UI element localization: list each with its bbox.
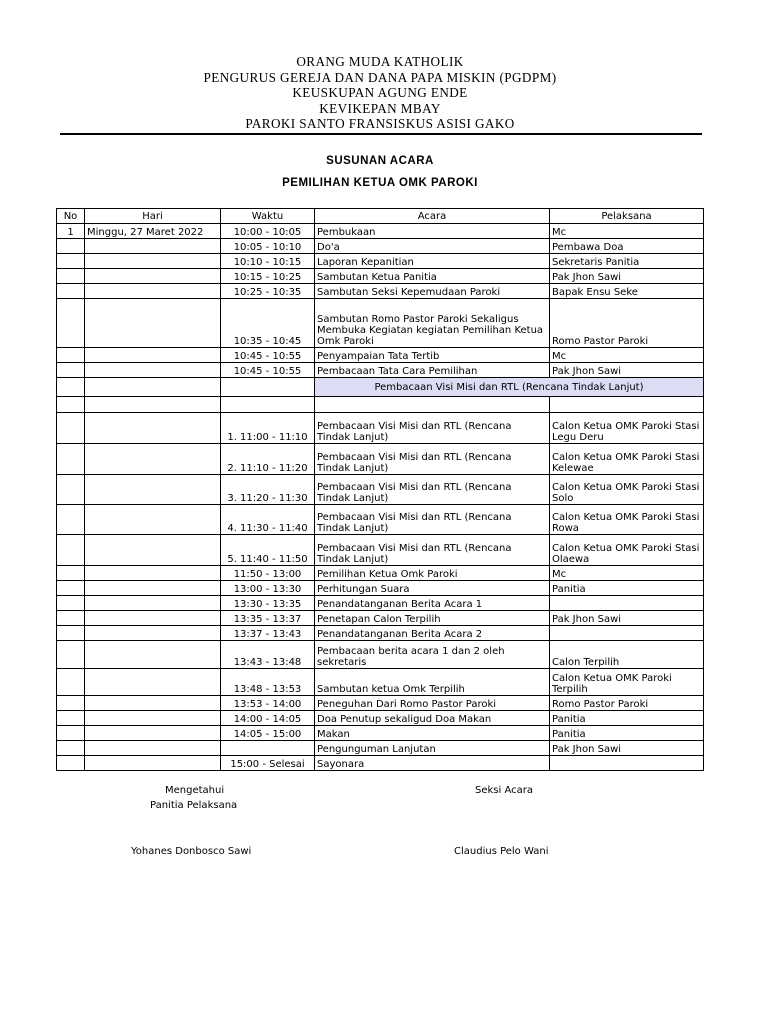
cell-acara: Penyampaian Tata Tertib [315,348,550,363]
table-row [57,726,704,741]
table-row-empty [57,397,704,413]
cell-pelaksana: Calon Ketua OMK Paroki Stasi Rowa [550,505,704,535]
cell-acara: Sambutan ketua Omk Terpilih [315,669,550,696]
table-row [57,348,704,363]
cell-waktu: 13:48 - 13:53 [221,669,315,696]
table-row [57,475,704,505]
cell-waktu: 11:50 - 13:00 [221,566,315,581]
cell-pelaksana [550,596,704,611]
cell-pelaksana: Bapak Ensu Seke [550,284,704,299]
cell-waktu: 13:30 - 13:35 [221,596,315,611]
cell-acara: Peneguhan Dari Romo Pastor Paroki [315,696,550,711]
cell-waktu: 10:35 - 10:45 [221,299,315,348]
sig-name-left: Yohanes Donbosco Sawi [131,846,252,857]
table-row [57,669,704,696]
cell-acara: Do'a [315,239,550,254]
cell-acara: Pembacaan Tata Cara Pemilihan [315,363,550,378]
table-row [57,581,704,596]
cell-acara: Pembacaan Visi Misi dan RTL (Rencana Tindak Lanjut) [315,413,550,444]
cell-acara: Penandatanganan Berita Acara 2 [315,626,550,641]
cell-waktu: 10:00 - 10:05 [221,224,315,239]
cell-waktu: 4. 11:30 - 11:40 [221,505,315,535]
table-row [57,505,704,535]
cell-acara: Sambutan Romo Pastor Paroki Sekaligus Membuka Kegiatan kegiatan Pemilihan Ketua Omk Paroki [315,299,550,348]
cell-pelaksana: Calon Ketua OMK Paroki Stasi Legu Deru [550,413,704,444]
table-row [57,566,704,581]
cell-acara: Pemilihan Ketua Omk Paroki [315,566,550,581]
cell-pelaksana: Sekretaris Panitia [550,254,704,269]
table-row [57,224,704,239]
cell-acara: Makan [315,726,550,741]
table-row [57,641,704,669]
section-band-visi-misi: Pembacaan Visi Misi dan RTL (Rencana Tindak Lanjut) [315,378,704,397]
cell-pelaksana: Romo Pastor Paroki [550,299,704,348]
cell-waktu: 10:15 - 10:25 [221,269,315,284]
header-line-1: ORANG MUDA KATHOLIK [296,54,464,69]
table-row [57,254,704,269]
cell-pelaksana: Pak Jhon Sawi [550,741,704,756]
cell-pelaksana: Mc [550,566,704,581]
header-pelaksana: Pelaksana [550,209,704,224]
cell-acara: Sambutan Seksi Kepemudaan Paroki [315,284,550,299]
header-hari: Hari [85,209,221,224]
cell-pelaksana: Romo Pastor Paroki [550,696,704,711]
cell-no: 1 [57,224,85,239]
cell-acara: Pembacaan Visi Misi dan RTL (Rencana Tindak Lanjut) [315,535,550,566]
cell-waktu [221,741,315,756]
table-row [57,711,704,726]
cell-pelaksana: Panitia [550,726,704,741]
header-divider [60,133,702,135]
title-pemilihan: PEMILIHAN KETUA OMK PAROKI [282,177,478,189]
cell-waktu: 2. 11:10 - 11:20 [221,444,315,475]
cell-waktu: 15:00 - Selesai [221,756,315,771]
cell-pelaksana: Calon Ketua OMK Paroki Terpilih [550,669,704,696]
header-no: No [57,209,85,224]
cell-waktu: 14:05 - 15:00 [221,726,315,741]
cell-pelaksana: Mc [550,224,704,239]
cell-pelaksana: Pak Jhon Sawi [550,363,704,378]
cell-pelaksana: Calon Ketua OMK Paroki Stasi Solo [550,475,704,505]
table-row [57,299,704,348]
sig-panitia-pelaksana: Panitia Pelaksana [150,800,238,811]
cell-waktu: 14:00 - 14:05 [221,711,315,726]
cell-acara: Pembacaan berita acara 1 dan 2 oleh sekretaris [315,641,550,669]
cell-waktu: 10:10 - 10:15 [221,254,315,269]
table-row [57,269,704,284]
table-row [57,535,704,566]
cell-waktu: 13:00 - 13:30 [221,581,315,596]
header-line-4: KEVIKEPAN MBAY [319,100,441,116]
cell-acara: Perhitungan Suara [315,581,550,596]
table-row [57,284,704,299]
cell-pelaksana: Pembawa Doa [550,239,704,254]
cell-acara: Pembacaan Visi Misi dan RTL (Rencana Tindak Lanjut) [315,475,550,505]
cell-acara: Penandatanganan Berita Acara 1 [315,596,550,611]
table-row [57,596,704,611]
cell-waktu: 13:53 - 14:00 [221,696,315,711]
cell-acara: Sambutan Ketua Panitia [315,269,550,284]
cell-acara: Laporan Kepanitian [315,254,550,269]
table-row [57,626,704,641]
cell-pelaksana [550,626,704,641]
cell-acara: Pembacaan Visi Misi dan RTL (Rencana Tindak Lanjut) [315,505,550,535]
sig-seksi-acara: Seksi Acara [475,785,533,796]
table-row [57,413,704,444]
sig-name-right: Claudius Pelo Wani [454,846,549,857]
table-row [57,363,704,378]
letterhead [60,54,700,132]
cell-waktu: 3. 11:20 - 11:30 [221,475,315,505]
cell-waktu: 1. 11:00 - 11:10 [221,413,315,444]
header-line-3: KEUSKUPAN AGUNG ENDE [292,85,468,100]
cell-pelaksana: Mc [550,348,704,363]
header-line-5: PAROKI SANTO FRANSISKUS ASISI GAKO [245,116,515,131]
cell-pelaksana: Calon Terpilih [550,641,704,669]
cell-waktu: 13:37 - 13:43 [221,626,315,641]
cell-acara: Pengunguman Lanjutan [315,741,550,756]
cell-pelaksana: Calon Ketua OMK Paroki Stasi Olaewa [550,535,704,566]
cell-acara: Pembukaan [315,224,550,239]
cell-acara: Doa Penutup sekaligud Doa Makan [315,711,550,726]
cell-pelaksana: Calon Ketua OMK Paroki Stasi Kelewae [550,444,704,475]
schedule-table [56,208,704,771]
cell-pelaksana: Panitia [550,711,704,726]
cell-pelaksana: Panitia [550,581,704,596]
table-row [57,444,704,475]
cell-waktu: 10:45 - 10:55 [221,363,315,378]
cell-pelaksana: Pak Jhon Sawi [550,269,704,284]
table-row [57,741,704,756]
table-row [57,239,704,254]
cell-acara: Sayonara [315,756,550,771]
sig-mengetahui: Mengetahui [165,785,225,796]
cell-waktu: 10:25 - 10:35 [221,284,315,299]
cell-pelaksana: Pak Jhon Sawi [550,611,704,626]
table-row [57,696,704,711]
cell-waktu: 13:43 - 13:48 [221,641,315,669]
cell-waktu: 5. 11:40 - 11:50 [221,535,315,566]
header-line-2: PENGURUS GEREJA DAN DANA PAPA MISKIN (PGDPM) [203,69,557,85]
header-waktu: Waktu [221,209,315,224]
document-titles [60,153,700,193]
cell-acara: Penetapan Calon Terpilih [315,611,550,626]
table-row [57,756,704,771]
header-acara: Acara [315,209,550,224]
section-band-row [57,378,704,397]
cell-pelaksana [550,756,704,771]
cell-acara: Pembacaan Visi Misi dan RTL (Rencana Tindak Lanjut) [315,444,550,475]
cell-waktu: 13:35 - 13:37 [221,611,315,626]
table-row [57,611,704,626]
table-header-row [57,209,704,224]
cell-waktu: 10:45 - 10:55 [221,348,315,363]
cell-waktu: 10:05 - 10:10 [221,239,315,254]
cell-hari: Minggu, 27 Maret 2022 [85,224,221,239]
title-susunan-acara: SUSUNAN ACARA [326,155,434,167]
